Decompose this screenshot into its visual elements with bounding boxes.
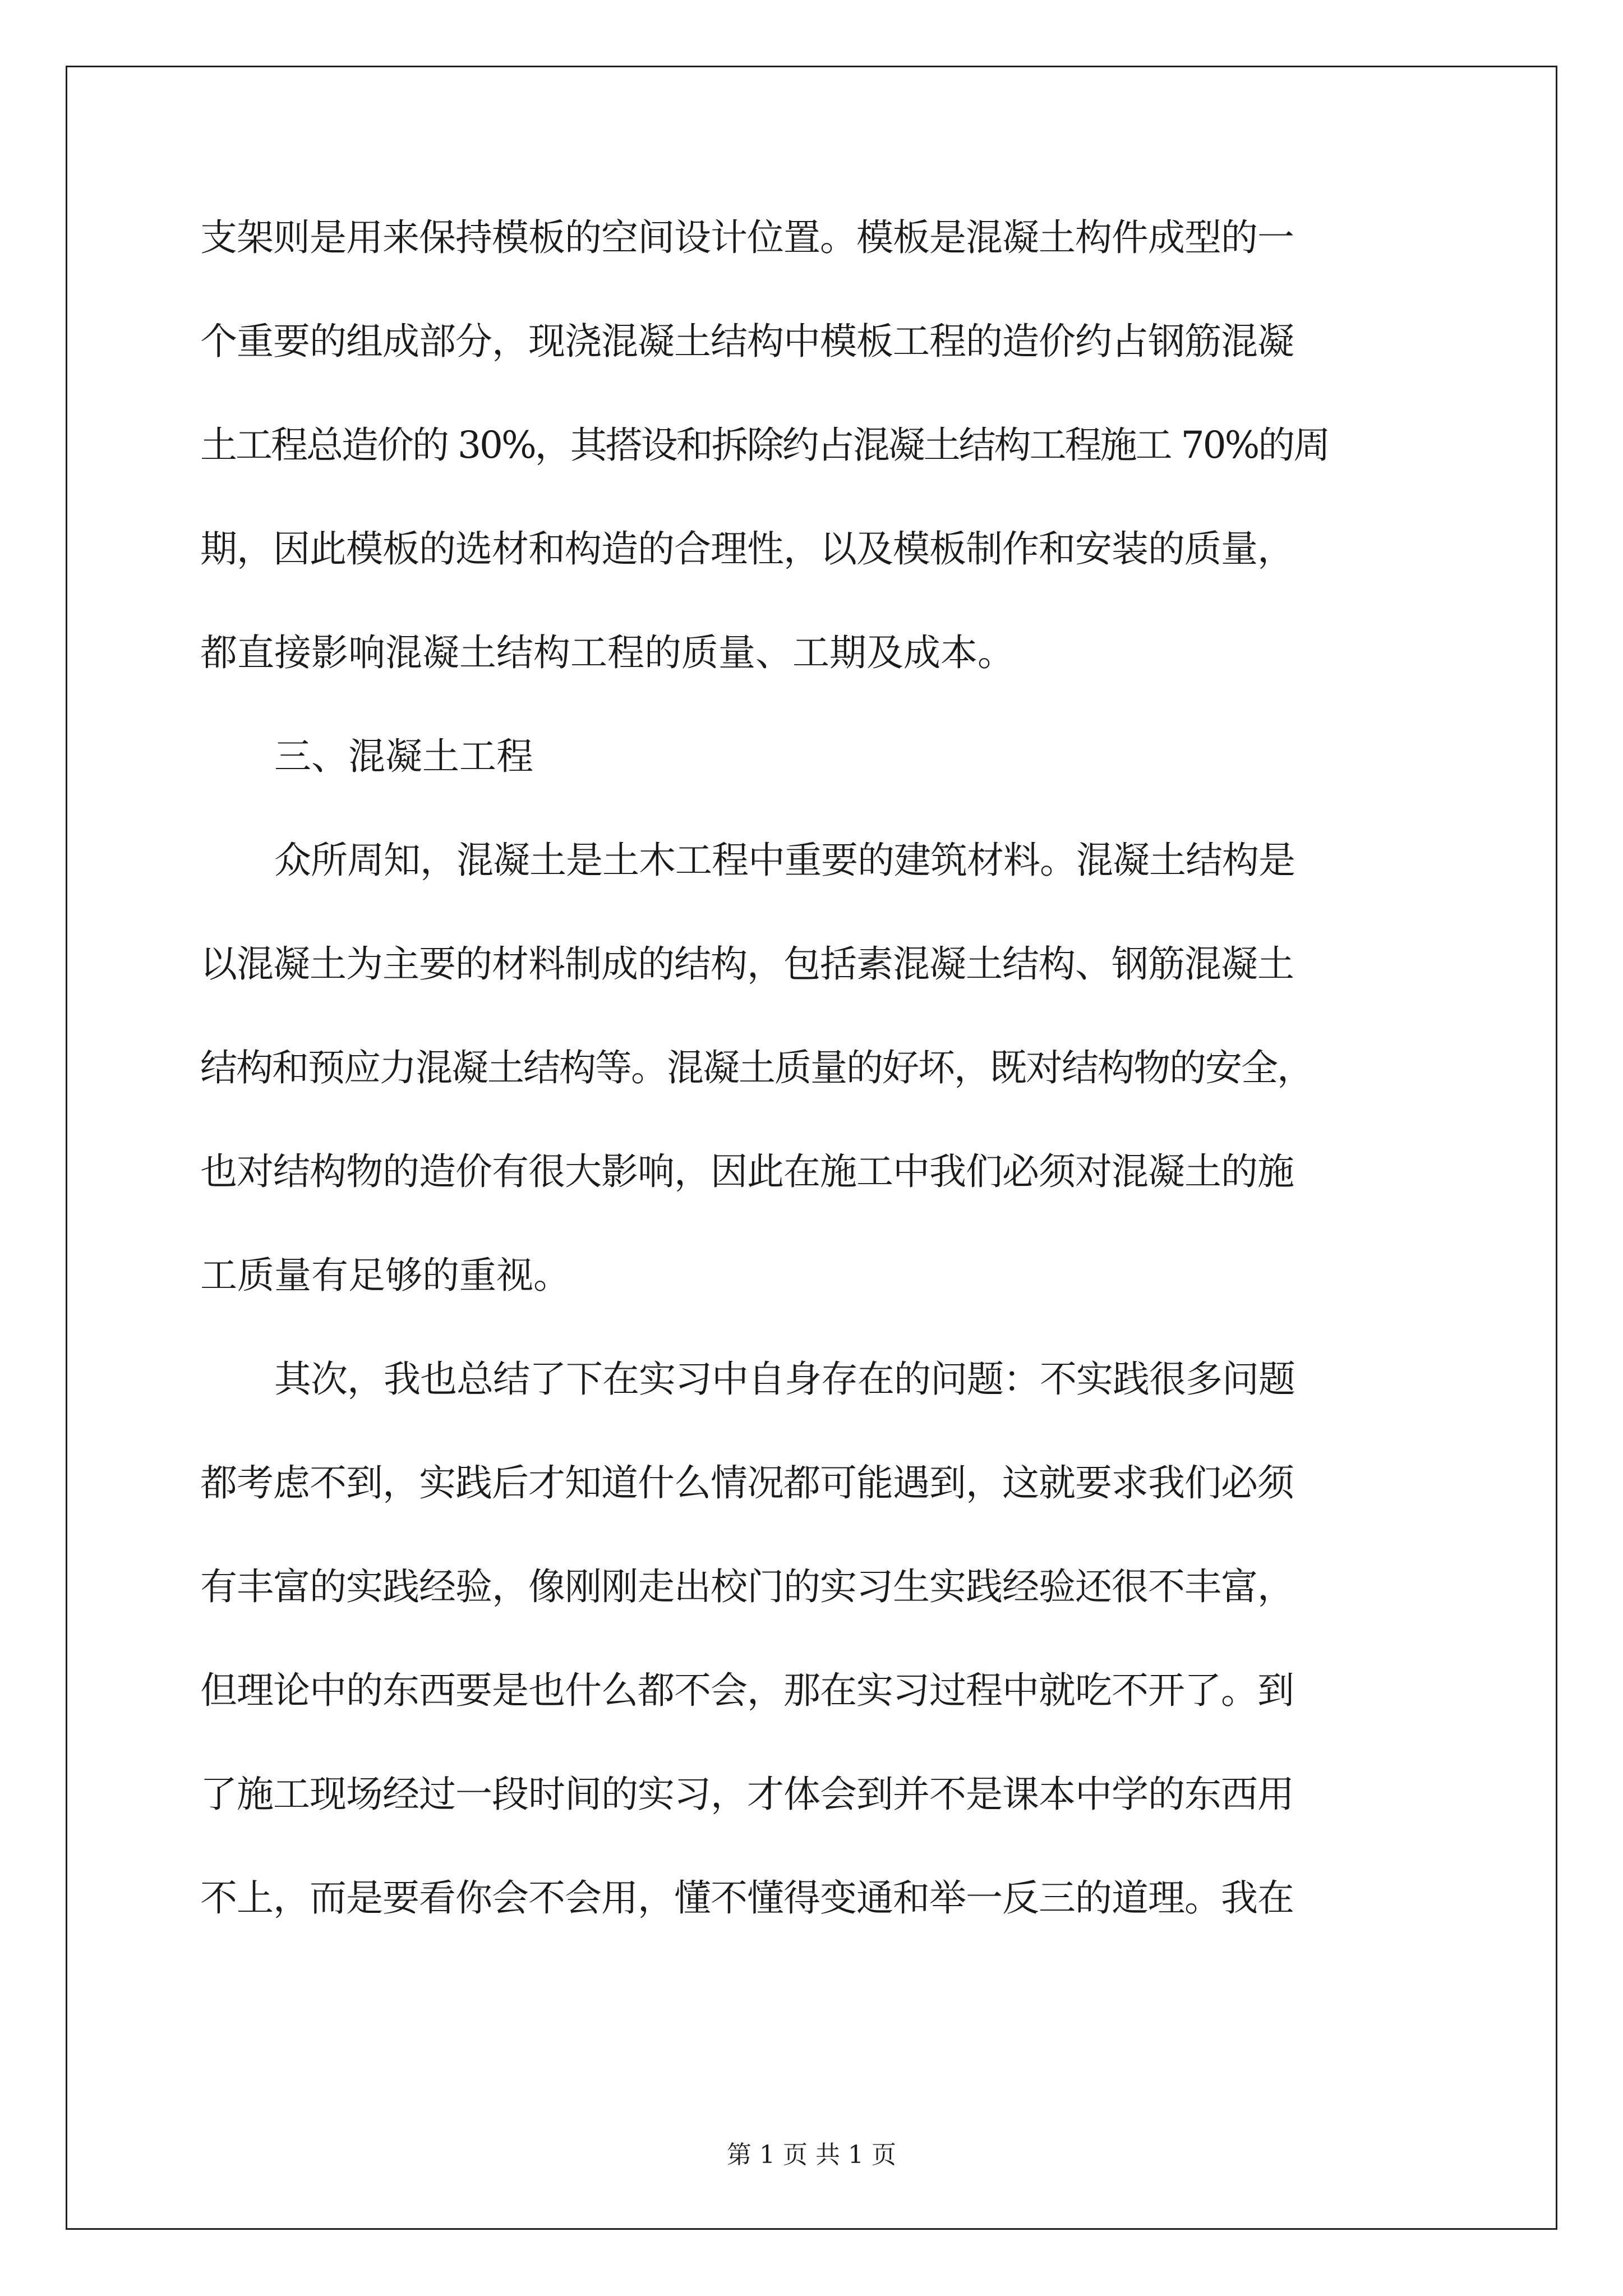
text-line: 其次，我也总结了下在实习中自身存在的问题：不实践很多问题 — [274, 1358, 1295, 1401]
text-line: 都直接影响混凝土结构工程的质量、工期及成本。 — [200, 631, 1015, 674]
text-line: 支架则是用来保持模板的空间设计位置。模板是混凝土构件成型的一 — [200, 216, 1294, 259]
document-body — [200, 205, 1428, 1969]
text-line: 个重要的组成部分，现浇混凝土结构中模板工程的造价约占钢筋混凝 — [200, 320, 1294, 363]
page-footer: 第 1 页 共 1 页 — [727, 2141, 896, 2169]
text-line: 期，因此模板的选材和构造的合理性，以及模板制作和安装的质量， — [200, 527, 1294, 570]
text-line: 以混凝土为主要的材料制成的结构，包括素混凝土结构、钢筋混凝土 — [200, 942, 1294, 986]
text-line: 了施工现场经过一段时间的实习，才体会到并不是课本中学的东西用 — [200, 1773, 1294, 1816]
text-line: 有丰富的实践经验，像刚刚走出校门的实习生实践经验还很不丰富， — [200, 1565, 1294, 1608]
text-line: 都考虑不到，实践后才知道什么情况都可能遇到，这就要求我们必须 — [200, 1461, 1294, 1504]
text-line: 土工程总造价的 30%，其搭设和拆除约占混凝土结构工程施工 70%的周 — [200, 424, 1329, 467]
text-line: 也对结构物的造价有很大影响，因此在施工中我们必须对混凝土的施 — [200, 1150, 1294, 1193]
section-heading: 三、混凝土工程 — [274, 735, 533, 778]
text-line: 不上，而是要看你会不会用，懂不懂得变通和举一反三的道理。我在 — [200, 1876, 1294, 1920]
text-line: 但理论中的东西要是也什么都不会，那在实习过程中就吃不开了。到 — [200, 1669, 1294, 1712]
text-line: 工质量有足够的重视。 — [200, 1254, 570, 1297]
text-line: 众所周知，混凝土是土木工程中重要的建筑材料。混凝土结构是 — [274, 839, 1295, 882]
text-line: 结构和预应力混凝土结构等。混凝土质量的好坏，既对结构物的安全， — [200, 1046, 1313, 1089]
